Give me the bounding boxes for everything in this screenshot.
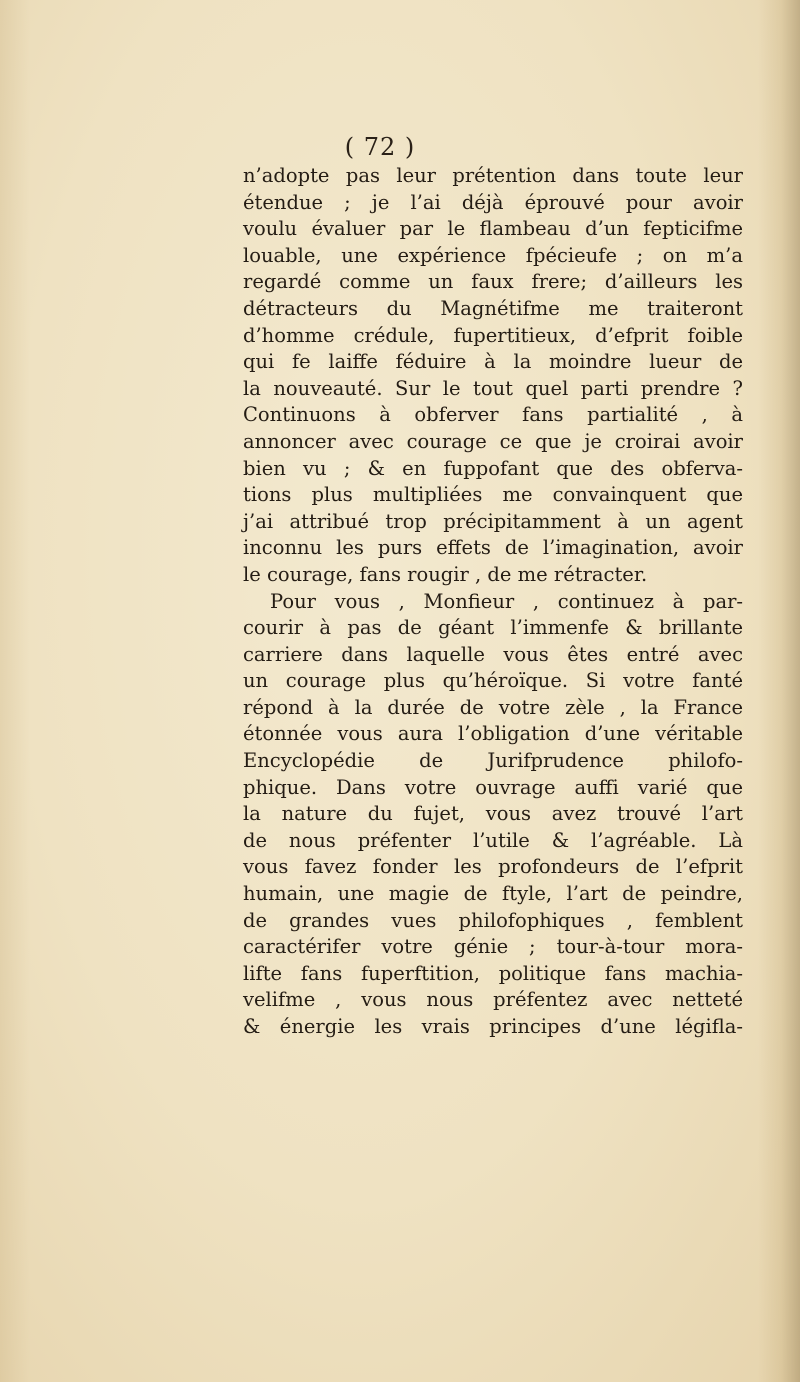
text-line: détracteurs du Magnétifme me traiteront [243,296,743,320]
text-line: & énergie les vrais principes d’une légifla- [243,1015,743,1038]
page-left-edge-shadow [0,0,30,1382]
text-line: tions plus multipliées me convainquent que [243,483,743,507]
text-line: caractérifer votre génie ; tour-à-tour mora- [243,935,743,959]
text-line: de grandes vues philofophiques , femblent [243,908,743,932]
text-line: regardé comme un faux frere; d’ailleurs les [243,270,743,294]
text-line: voulu évaluer par le flambeau d’un fepticifme [243,217,743,241]
text-line: phique. Dans votre ouvrage auffi varié que [243,775,743,799]
body-text [243,163,743,1041]
text-line: Encyclopédie de Jurifprudence philofo- [243,749,743,773]
text-line: j’ai attribué trop précipitamment à un agent [243,509,743,533]
text-line: lifte fans fuperftition, politique fans machia- [243,961,743,985]
text-line: carriere dans laquelle vous êtes entré avec [243,642,743,666]
text-line: n’adopte pas leur prétention dans toute leur [243,164,743,187]
text-line: de nous préfenter l’utile & l’agréable. Là [243,828,743,852]
text-line: un courage plus qu’héroïque. Si votre fanté [243,669,743,693]
text-line: velifme , vous nous préfentez avec netteté [243,988,743,1012]
text-line: bien vu ; & en fuppofant que des obferva- [243,456,743,480]
text-line: louable, une expérience fpécieufe ; on m’a [243,243,743,267]
page-number: ( 72 ) [344,133,416,161]
text-line: la nouveauté. Sur le tout quel parti prendre ? [243,376,743,400]
text-line: qui fe laiffe féduire à la moindre lueur de [243,350,743,374]
text-line: inconnu les purs effets de l’imagination, avoir [243,536,743,560]
text-line: Continuons à obferver fans partialité , à [243,403,743,427]
text-line: courir à pas de géant l’immenfe & brillante [243,616,743,640]
text-line: étendue ; je l’ai déjà éprouvé pour avoir [243,190,743,214]
text-line: Pour vous , Monfieur , continuez à par- [270,589,743,613]
text-line: répond à la durée de votre zèle , la France [243,695,743,719]
text-line: étonnée vous aura l’obligation d’une véritable [243,722,743,746]
text-line: d’homme crédule, fupertitieux, d’efprit foible [243,323,743,347]
text-line: la nature du fujet, vous avez trouvé l’art [243,802,743,826]
page-right-edge-shadow [758,0,800,1382]
text-line: le courage, fans rougir , de me rétracter. [243,562,648,586]
text-line: humain, une magie de ftyle, l’art de peindre, [243,882,743,906]
text-line: vous favez fonder les profondeurs de l’efprit [243,855,743,879]
text-line: annoncer avec courage ce que je croirai avoir [243,429,743,453]
